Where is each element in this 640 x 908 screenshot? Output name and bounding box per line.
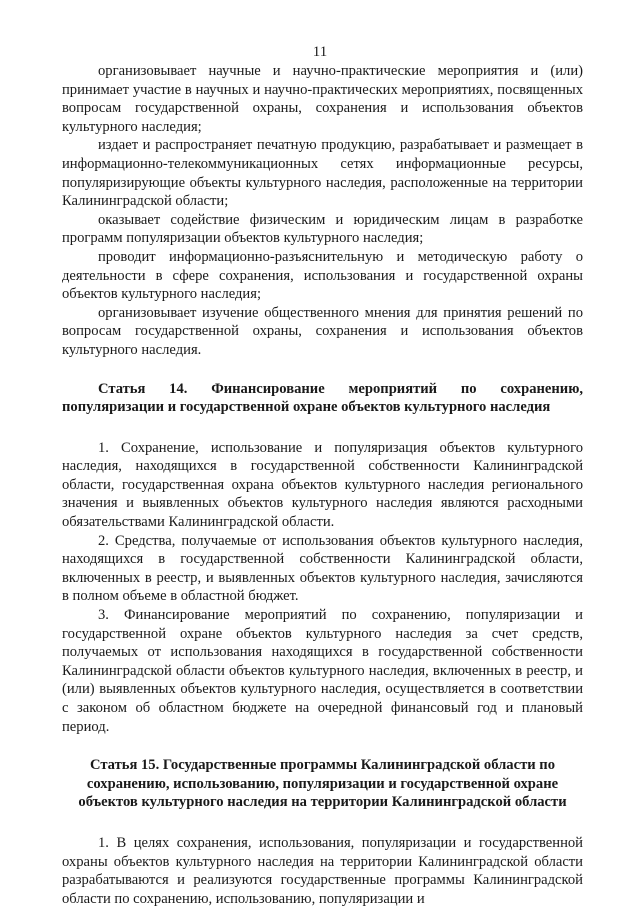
intro-item: проводит информационно-разъяснительную и методическую работу о деятельности в сфере сохранения, использования и государственной охраны объектов культурного наследия; [62,248,583,303]
article-15-heading: Статья 15. Государственные программы Калининградской области по сохранению, использованию, популяризации и государственной охране объектов культурного наследия на территории Калининградской области [78,757,567,811]
article-14-paragraph: 1. Сохранение, использование и популяризация объектов культурного наследия, находящихся в государственной собственности Калининградской области, государственная охрана объектов культурного наследия регионального значения и выявленных объектов культурного наследия являются расходными обязательствами Калининградской области. [62,439,583,531]
document-body [62,62,583,908]
page-number: 11 [312,44,328,60]
article-14-heading: Статья 14. Финансирование мероприятий по сохранению, популяризации и государственной охране объектов культурного наследия [62,380,583,416]
article-14-paragraph: 3. Финансирование мероприятий по сохранению, популяризации и государственной охране объектов культурного наследия за счет средств, получаемых от использования находящихся в государственной собственности Калининградской области объектов культурного наследия, включенных в реестр, и (или) выявленных объектов культурного наследия, осуществляется в соответствии с законом об областном бюджете на очередной финансовый год и плановый период. [62,607,583,735]
intro-item: организовывает научные и научно-практические мероприятия и (или) принимает участие в научных и научно-практических мероприятиях, посвященных вопросам государственной охраны, сохранения и использования объектов культурного наследия; [62,63,583,135]
article-15 [62,756,583,908]
intro-list [62,62,583,360]
intro-item: оказывает содействие физическим и юридическим лицам в разработке программ популяризации объектов культурного наследия; [62,211,583,247]
intro-item: издает и распространяет печатную продукцию, разрабатывает и размещает в информационно-телекоммуникационных сетях информационные ресурсы, популяризирующие объекты культурного наследия, расположенные на территории Калининградской области; [62,137,583,210]
article-14 [62,380,583,737]
intro-item: организовывает изучение общественного мнения для принятия решений по вопросам государственной охраны, сохранения и использования объектов культурного наследия. [62,304,583,358]
article-14-paragraph: 2. Средства, получаемые от использования объектов культурного наследия, находящихся в государственной собственности Калининградской области, включенных в реестр, и выявленных объектов культурного наследия, зачисляются в полном объеме в областной бюджет. [62,532,583,605]
article-15-paragraph: 1. В целях сохранения, использования, популяризации и государственной охраны объектов культурного наследия на территории Калининградской области разрабатываются и реализуются государственные программы Калининградской области по сохранению, использованию, популяризации и [62,834,583,907]
